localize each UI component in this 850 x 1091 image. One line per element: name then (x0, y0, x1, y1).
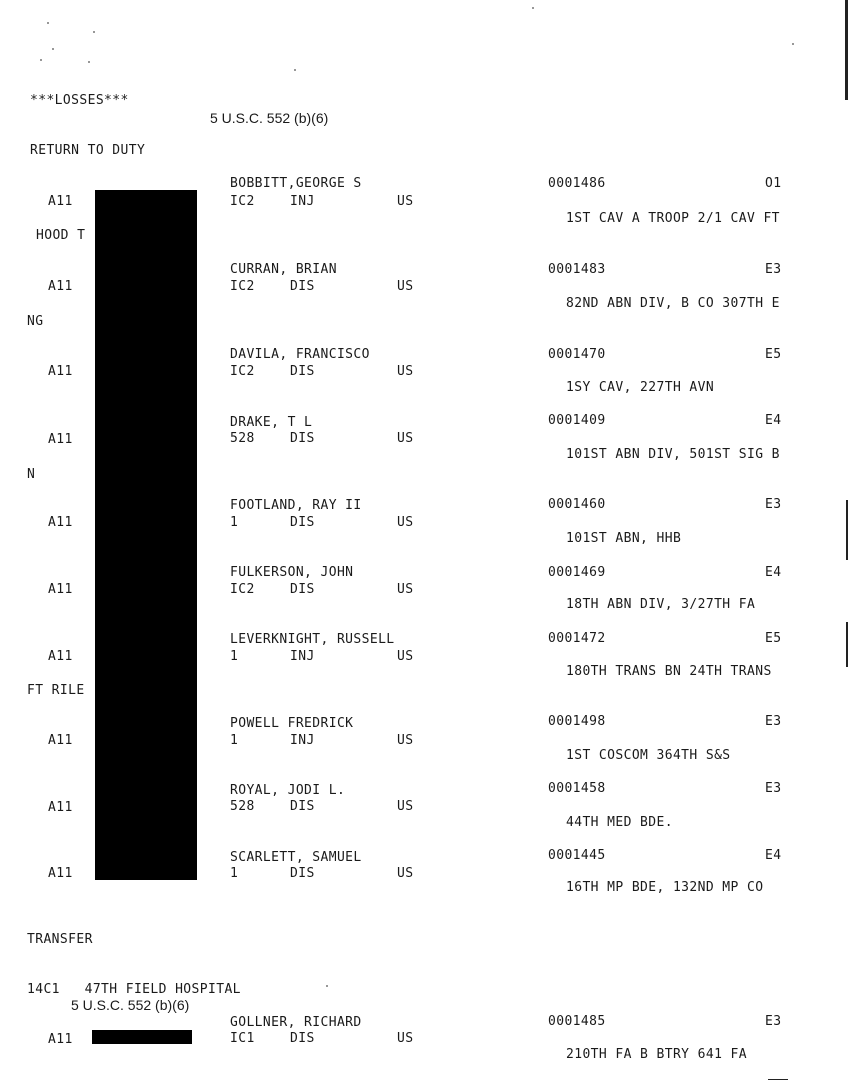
record-name: FULKERSON, JOHN (230, 565, 354, 580)
record-grade: E3 (765, 714, 782, 729)
record-organization-wrap: FT RILE (27, 683, 85, 698)
record-country: US (397, 515, 414, 530)
scan-speck (532, 7, 534, 9)
record-name: POWELL FREDRICK (230, 716, 354, 731)
record-number: 0001458 (548, 781, 606, 796)
scan-speck (326, 985, 328, 987)
record-code: 528 (230, 799, 255, 814)
record-unit: A11 (48, 582, 73, 597)
record-name: ROYAL, JODI L. (230, 783, 346, 798)
record-unit: A11 (48, 432, 73, 447)
record-number: 0001409 (548, 413, 606, 428)
record-unit: A11 (48, 649, 73, 664)
record-name: SCARLETT, SAMUEL (230, 850, 362, 865)
scan-speck (88, 61, 90, 63)
foia-exemption-label: 5 U.S.C. 552 (b)(6) (210, 110, 329, 126)
record-country: US (397, 799, 414, 814)
record-name: FOOTLAND, RAY II (230, 498, 362, 513)
record-code: IC2 (230, 194, 255, 209)
record-code: 1 (230, 733, 239, 748)
record-type: DIS (290, 582, 315, 597)
record-organization-wrap: HOOD T (36, 228, 86, 243)
record-country: US (397, 194, 414, 209)
record-country: US (397, 364, 414, 379)
page-edge-line (768, 1079, 788, 1080)
record-unit: A11 (48, 194, 73, 209)
scan-speck (294, 69, 296, 71)
record-country: US (397, 279, 414, 294)
record-name: BOBBITT,GEORGE S (230, 176, 362, 191)
facility-line: 14C1 47TH FIELD HOSPITAL (27, 982, 241, 997)
scan-speck (47, 22, 49, 24)
record-country: US (397, 431, 414, 446)
record-grade: E3 (765, 1014, 782, 1029)
redaction-block (92, 1030, 192, 1044)
scan-speck (792, 43, 794, 45)
record-type: INJ (290, 649, 315, 664)
record-number: 0001469 (548, 565, 606, 580)
record-number: 0001483 (548, 262, 606, 277)
record-type: DIS (290, 1031, 315, 1046)
record-organization: 180TH TRANS BN 24TH TRANS (566, 664, 772, 679)
record-code: IC2 (230, 582, 255, 597)
record-code: IC2 (230, 364, 255, 379)
record-code: IC2 (230, 279, 255, 294)
transfer-heading: TRANSFER (27, 932, 93, 947)
page-edge-line (846, 500, 848, 560)
record-organization-wrap: NG (27, 314, 44, 329)
record-organization: 16TH MP BDE, 132ND MP CO (566, 880, 764, 895)
section-heading: RETURN TO DUTY (30, 143, 146, 158)
record-type: DIS (290, 515, 315, 530)
record-type: DIS (290, 364, 315, 379)
record-type: DIS (290, 279, 315, 294)
record-unit: A11 (48, 866, 73, 881)
record-type: DIS (290, 866, 315, 881)
record-organization: 44TH MED BDE. (566, 815, 673, 830)
record-number: 0001485 (548, 1014, 606, 1029)
redaction-block (95, 190, 197, 880)
record-name: LEVERKNIGHT, RUSSELL (230, 632, 395, 647)
record-grade: E4 (765, 565, 782, 580)
record-name: CURRAN, BRIAN (230, 262, 337, 277)
record-code: 528 (230, 431, 255, 446)
record-unit: A11 (48, 279, 73, 294)
record-number: 0001486 (548, 176, 606, 191)
record-grade: E4 (765, 413, 782, 428)
record-country: US (397, 649, 414, 664)
record-unit: A11 (48, 800, 73, 815)
record-code: 1 (230, 866, 239, 881)
record-grade: E3 (765, 781, 782, 796)
record-unit: A11 (48, 364, 73, 379)
record-grade: E5 (765, 631, 782, 646)
record-type: DIS (290, 431, 315, 446)
record-type: INJ (290, 733, 315, 748)
record-organization: 82ND ABN DIV, B CO 307TH E (566, 296, 780, 311)
record-unit: A11 (48, 733, 73, 748)
record-number: 0001472 (548, 631, 606, 646)
record-unit: A11 (48, 515, 73, 530)
scan-speck (52, 48, 54, 50)
record-organization: 210TH FA B BTRY 641 FA (566, 1047, 747, 1062)
record-country: US (397, 1031, 414, 1046)
record-country: US (397, 866, 414, 881)
foia-exemption-label: 5 U.S.C. 552 (b)(6) (71, 997, 190, 1013)
record-organization: 101ST ABN DIV, 501ST SIG B (566, 447, 780, 462)
record-grade: E4 (765, 848, 782, 863)
page-edge-line (845, 0, 848, 100)
record-number: 0001460 (548, 497, 606, 512)
record-grade: E5 (765, 347, 782, 362)
record-organization-wrap: N (27, 467, 36, 482)
record-grade: E3 (765, 497, 782, 512)
scan-speck (93, 31, 95, 33)
record-name: DRAKE, T L (230, 415, 313, 430)
scan-speck (40, 59, 42, 61)
losses-heading: ***LOSSES*** (30, 93, 129, 108)
record-number: 0001498 (548, 714, 606, 729)
record-organization: 1SY CAV, 227TH AVN (566, 380, 715, 395)
record-type: DIS (290, 799, 315, 814)
record-country: US (397, 733, 414, 748)
record-code: 1 (230, 515, 239, 530)
record-organization: 1ST COSCOM 364TH S&S (566, 748, 731, 763)
page-edge-line (846, 622, 848, 667)
record-grade: E3 (765, 262, 782, 277)
record-grade: O1 (765, 176, 782, 191)
record-unit: A11 (48, 1032, 73, 1047)
record-name: DAVILA, FRANCISCO (230, 347, 370, 362)
record-number: 0001445 (548, 848, 606, 863)
record-number: 0001470 (548, 347, 606, 362)
record-name: GOLLNER, RICHARD (230, 1015, 362, 1030)
record-organization: 101ST ABN, HHB (566, 531, 682, 546)
record-organization: 1ST CAV A TROOP 2/1 CAV FT (566, 211, 780, 226)
record-organization: 18TH ABN DIV, 3/27TH FA (566, 597, 756, 612)
record-country: US (397, 582, 414, 597)
record-code: IC1 (230, 1031, 255, 1046)
record-code: 1 (230, 649, 239, 664)
record-type: INJ (290, 194, 315, 209)
